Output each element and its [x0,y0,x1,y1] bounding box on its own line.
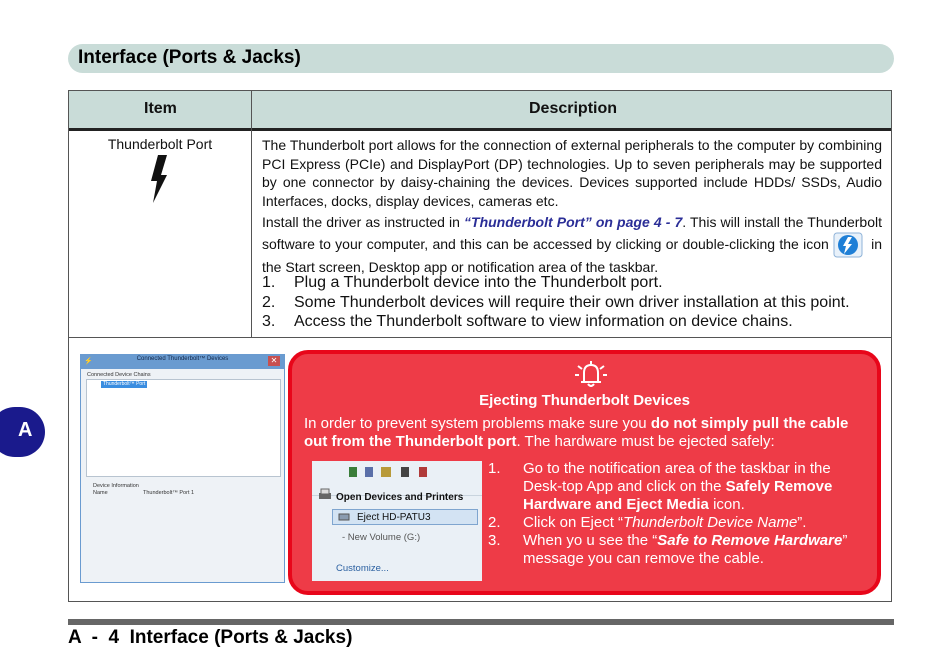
appendix-letter: A [18,419,33,441]
thunderbolt-software-icon [833,232,863,258]
step-emphasis: Safely Remove Hardware and Eject Media [523,478,833,513]
list-item [262,312,882,332]
column-divider [251,91,252,337]
printer-icon [318,488,332,502]
step-text: Access the Thunderbolt software to view information on device chains. [294,313,793,330]
step-emphasis: Thunderbolt Device Name [623,514,798,531]
row-divider [69,337,891,338]
page-reference-link[interactable]: “Thunderbolt Port” on page 4 - 7 [464,214,683,230]
column-header-description: Description [529,100,618,117]
open-devices-menu-item[interactable]: Open Devices and Printers [336,492,464,503]
step-text: Go to the notification area of the taskbar in the Desk-top App and click on the [523,460,831,495]
footer-rule [68,619,894,625]
connected-devices-dialog [80,354,285,583]
section-header [68,44,894,73]
chains-label: Connected Device Chains [87,372,151,378]
warning-text [304,415,870,451]
list-item [262,293,882,313]
dialog-title: Connected Thunderbolt™ Devices [136,356,229,362]
thunderbolt-icon [149,155,171,203]
step-text: ”. [797,514,807,531]
warning-text-part: . The hardware must be ejected safely: [516,433,775,450]
eject-steps [488,460,868,568]
warning-text-part: In order to prevent system problems make sure you [304,415,651,432]
section-title: Interface (Ports & Jacks) [78,47,301,68]
device-info-label: Device Information [93,483,139,489]
step-text: Some Thunderbolt devices will require their own driver installation at this point. [294,293,850,311]
table-header [69,91,891,131]
page-footer: A - 4 Interface (Ports & Jacks) [68,627,353,648]
eject-label: Eject HD-PATU3 [357,512,431,523]
list-item [262,273,882,293]
step-emphasis: Safe to Remove Hardware [657,532,843,549]
name-label: Name [93,490,108,496]
driver-paragraph [262,213,882,276]
step-number: 2. [262,293,276,311]
item-name: Thunderbolt Port [107,136,213,152]
step-text: Plug a Thunderbolt device into the Thunderbolt port. [294,274,663,291]
step-text: When yo u see the “ [523,532,658,549]
eject-menu-item[interactable] [332,509,478,525]
device-chain-list[interactable] [86,379,281,477]
step-number: 2. [488,514,501,531]
warning-box [288,350,881,595]
volume-menu-item[interactable]: - New Volume (G:) [342,532,421,543]
device-chain-item[interactable]: Thunderbolt™ Port 1 [103,381,146,394]
tray-icons [347,465,447,479]
list-item [488,532,868,568]
appendix-tab [0,407,45,457]
drive-icon [338,512,350,522]
app-icon: ⚡ [84,358,93,365]
warning-emphasis: do not simply pull the cable out from the Thunderbolt port [304,415,849,450]
driver-text: in the Start screen, Desktop app or notification area of the taskbar. [262,235,882,275]
step-number: 3. [262,313,276,330]
warning-title: Ejecting Thunderbolt Devices [479,392,690,409]
step-number: 3. [488,532,501,549]
list-item [488,514,868,532]
step-text: ” message you can remove the cable. [523,532,848,567]
dialog-titlebar [81,355,284,369]
step-text: icon. [708,496,745,513]
alert-bell-icon [574,360,608,388]
step-number: 1. [488,460,501,477]
list-item [488,460,868,514]
customize-link[interactable]: Customize... [336,563,389,574]
driver-text: . This will install the Thunderbolt software to your computer, and this can be accessed by clicking or double-clicking the icon [262,214,882,252]
step-number: 1. [262,274,276,291]
setup-steps [262,273,882,332]
close-icon[interactable]: ✕ [268,356,280,366]
driver-text: Install the driver as instructed in [262,214,465,230]
taskbar-menu-screenshot [312,461,482,581]
name-value: Thunderbolt™ Port 1 [143,490,195,496]
step-text: Click on Eject “ [523,514,624,531]
column-header-item: Item [144,100,177,117]
description-paragraph: The Thunderbolt port allows for the connection of external peripherals to the computer by combining PCI Express (PCIe) and DisplayPort (DP) technologies. Up to seven peripherals may be supported by one connector by daisy-chaining the devices. Devices supported include HDDs/ SSDs, Audio Interfaces, docks, display devices, cameras etc. [262,137,882,209]
